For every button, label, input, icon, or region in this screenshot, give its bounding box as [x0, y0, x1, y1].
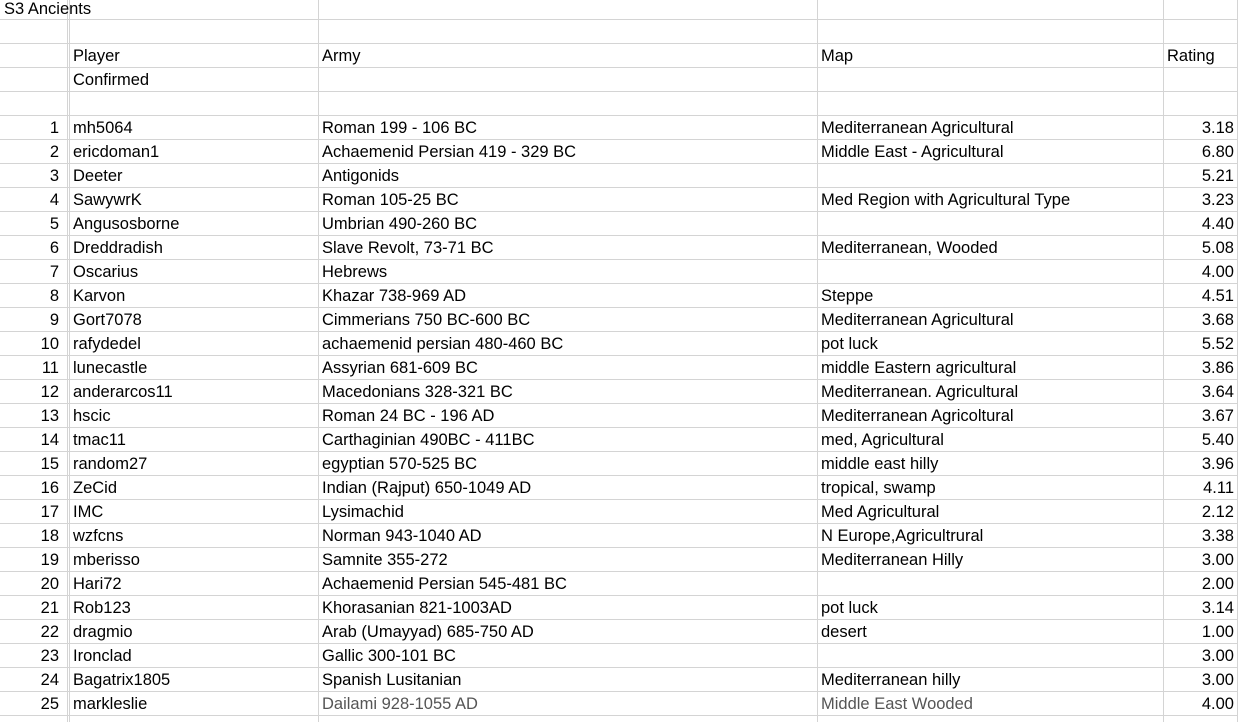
cell-army[interactable]: egyptian 570-525 BC	[322, 455, 478, 473]
header-player[interactable]: Player	[73, 47, 120, 65]
row-number[interactable]: 8	[49, 287, 59, 305]
cell-map[interactable]: Mediterranean Hilly	[821, 551, 964, 569]
cell-player[interactable]: mh5064	[73, 119, 133, 137]
cell-rating[interactable]: 3.68	[1201, 311, 1234, 329]
cell-rating[interactable]: 3.14	[1201, 599, 1234, 617]
cell-army[interactable]: Arab (Umayyad) 685-750 AD	[322, 623, 534, 641]
cell-map[interactable]: tropical, swamp	[821, 479, 936, 497]
row-number[interactable]: 13	[40, 407, 59, 425]
row-number[interactable]: 15	[40, 455, 59, 473]
row-number[interactable]: 25	[40, 695, 59, 713]
row-number[interactable]: 10	[40, 335, 59, 353]
cell-player[interactable]: SawywrK	[73, 191, 142, 209]
cell-map[interactable]: Mediterranean, Wooded	[821, 239, 998, 257]
cell-player[interactable]: ZeCid	[73, 479, 118, 497]
row-number[interactable]: 19	[40, 551, 59, 569]
cell-rating[interactable]: 3.00	[1201, 647, 1234, 665]
cell-player[interactable]: Rob123	[73, 599, 131, 617]
cell-player[interactable]: wzfcns	[73, 527, 124, 545]
table-row	[0, 668, 1238, 692]
cell-map[interactable]: Mediterranean hilly	[821, 671, 961, 689]
cell-rating[interactable]: 3.86	[1201, 359, 1234, 377]
cell-army[interactable]: Khorasanian 821-1003AD	[322, 599, 512, 617]
header-rating[interactable]: Rating	[1167, 47, 1215, 65]
cell-player[interactable]: tmac11	[73, 431, 126, 449]
cell-map[interactable]: desert	[821, 623, 867, 641]
table-row	[0, 452, 1238, 476]
row-number[interactable]: 7	[49, 263, 59, 281]
cell-army[interactable]: Gallic 300-101 BC	[322, 647, 456, 665]
row-number[interactable]: 9	[49, 311, 59, 329]
cell-rating[interactable]: 3.67	[1201, 407, 1234, 425]
cell-rating[interactable]: 3.00	[1201, 671, 1234, 689]
row-number[interactable]: 16	[40, 479, 59, 497]
row-number[interactable]: 23	[40, 647, 59, 665]
table-row	[0, 428, 1238, 452]
row-number[interactable]: 14	[40, 431, 59, 449]
cell-map[interactable]: Med Agricultural	[821, 503, 940, 521]
cell-map[interactable]: Mediterranean Agricultural	[821, 311, 1014, 329]
table-row	[0, 212, 1238, 236]
row-number[interactable]: 22	[40, 623, 59, 641]
cell-rating[interactable]: 5.21	[1201, 167, 1234, 185]
cell-rating[interactable]: 6.80	[1201, 143, 1234, 161]
cell-rating[interactable]: 4.00	[1201, 695, 1234, 713]
cell-army[interactable]: Carthaginian 490BC - 411BC	[322, 431, 535, 449]
cell-player[interactable]: Hari72	[73, 575, 122, 593]
table-row	[0, 308, 1238, 332]
cell-map[interactable]: Middle East Wooded	[821, 695, 973, 713]
row-number[interactable]: 6	[49, 239, 59, 257]
cell-map[interactable]: N Europe,Agricultrural	[821, 527, 984, 545]
cell-player[interactable]: Angusosborne	[73, 215, 180, 233]
table-row	[0, 596, 1238, 620]
cell-map[interactable]: pot luck	[821, 335, 878, 353]
cell-map[interactable]: Steppe	[821, 287, 874, 305]
cell-army[interactable]: Dailami 928-1055 AD	[322, 695, 478, 713]
cell-map[interactable]: Med Region with Agricultural Type	[821, 191, 1071, 209]
cell-army[interactable]: Lysimachid	[322, 503, 404, 521]
cell-player[interactable]: Bagatrix1805	[73, 671, 171, 689]
cell-rating[interactable]: 3.18	[1201, 119, 1234, 137]
cell-army[interactable]: Samnite 355-272	[322, 551, 448, 569]
cell-player[interactable]: mberisso	[73, 551, 140, 569]
cell-rating[interactable]: 5.08	[1201, 239, 1234, 257]
table-row	[0, 332, 1238, 356]
cell-army[interactable]: Hebrews	[322, 263, 388, 281]
row-number[interactable]: 4	[49, 191, 59, 209]
cell-army[interactable]: Slave Revolt, 73-71 BC	[322, 239, 494, 257]
row-number[interactable]: 17	[40, 503, 59, 521]
cell-player[interactable]: lunecastle	[73, 359, 148, 377]
cell-rating[interactable]: 3.96	[1201, 455, 1234, 473]
cell-rating[interactable]: 3.00	[1201, 551, 1234, 569]
cell-army[interactable]: Roman 24 BC - 196 AD	[322, 407, 495, 425]
cell-map[interactable]: Mediterranean Agricoltural	[821, 407, 1014, 425]
cell-rating[interactable]: 1.00	[1201, 623, 1234, 641]
cell-rating[interactable]: 4.40	[1201, 215, 1234, 233]
cell-army[interactable]: Antigonids	[322, 167, 400, 185]
cell-player[interactable]: markleslie	[73, 695, 148, 713]
row-number[interactable]: 11	[41, 359, 59, 377]
cell-rating[interactable]: 3.23	[1201, 191, 1234, 209]
row-number[interactable]: 20	[40, 575, 59, 593]
cell-rating[interactable]: 5.52	[1201, 335, 1234, 353]
table-row	[0, 380, 1238, 404]
cell-player[interactable]: IMC	[73, 503, 104, 521]
table-row	[0, 140, 1238, 164]
cell-army[interactable]: Assyrian 681-609 BC	[322, 359, 478, 377]
cell-player[interactable]: random27	[73, 455, 148, 473]
cell-map[interactable]: Mediterranean Agricultural	[821, 119, 1014, 137]
empty-row	[0, 20, 1238, 44]
cell-army[interactable]: Achaemenid Persian 545-481 BC	[322, 575, 567, 593]
table-row	[0, 116, 1238, 140]
row-number[interactable]: 1	[49, 119, 59, 137]
cell-army[interactable]: Khazar 738-969 AD	[322, 287, 467, 305]
cell-map[interactable]: middle Eastern agricultural	[821, 359, 1017, 377]
table-row	[0, 404, 1238, 428]
header-army[interactable]: Army	[322, 47, 361, 65]
cell-army[interactable]: Spanish Lusitanian	[322, 671, 462, 689]
row-number[interactable]: 12	[40, 383, 59, 401]
header-player-confirmed[interactable]: Confirmed	[73, 71, 150, 89]
cell-rating[interactable]: 4.00	[1201, 263, 1234, 281]
row-number[interactable]: 2	[49, 143, 59, 161]
header-sub-row	[0, 68, 1238, 92]
table-row	[0, 500, 1238, 524]
cell-army[interactable]: Macedonians 328-321 BC	[322, 383, 513, 401]
cell-player[interactable]: Karvon	[73, 287, 126, 305]
cell-map[interactable]: med, Agricultural	[821, 431, 944, 449]
cell-map[interactable]: middle east hilly	[821, 455, 939, 473]
table-row	[0, 236, 1238, 260]
table-row	[0, 284, 1238, 308]
cell-army[interactable]: Cimmerians 750 BC-600 BC	[322, 311, 531, 329]
cell-army[interactable]: achaemenid persian 480-460 BC	[322, 335, 564, 353]
table-row	[0, 548, 1238, 572]
cell-player[interactable]: Deeter	[73, 167, 123, 185]
table-row	[0, 644, 1238, 668]
cell-player[interactable]: Ironclad	[73, 647, 132, 665]
table-row	[0, 572, 1238, 596]
title-row	[0, 0, 1238, 20]
table-row	[0, 476, 1238, 500]
cell-player[interactable]: anderarcos11	[73, 383, 173, 401]
header-map[interactable]: Map	[821, 47, 854, 65]
cell-army[interactable]: Norman 943-1040 AD	[322, 527, 482, 545]
cell-rating[interactable]: 4.51	[1201, 287, 1234, 305]
table-row	[0, 692, 1238, 716]
cell-army[interactable]: Roman 199 - 106 BC	[322, 119, 478, 137]
cell-player[interactable]: Gort7078	[73, 311, 142, 329]
cell-map[interactable]: Mediterranean. Agricultural	[821, 383, 1019, 401]
cell-army[interactable]: Indian (Rajput) 650-1049 AD	[322, 479, 532, 497]
row-number[interactable]: 18	[40, 527, 59, 545]
cell-rating[interactable]: 3.38	[1201, 527, 1234, 545]
header-row	[0, 44, 1238, 68]
cell-army[interactable]: Umbrian 490-260 BC	[322, 215, 477, 233]
cell-player[interactable]: ericdoman1	[73, 143, 160, 161]
cell-player[interactable]: rafydedel	[73, 335, 141, 353]
cell-rating[interactable]: 3.64	[1201, 383, 1234, 401]
table-row	[0, 164, 1238, 188]
cell-player[interactable]: dragmio	[73, 623, 133, 641]
cell-army[interactable]: Achaemenid Persian 419 - 329 BC	[322, 143, 577, 161]
table-row	[0, 260, 1238, 284]
empty-row	[0, 92, 1238, 116]
row-number[interactable]: 21	[40, 599, 59, 617]
table-row	[0, 188, 1238, 212]
row-number[interactable]: 5	[49, 215, 59, 233]
cell-player[interactable]: hscic	[73, 407, 111, 425]
cell-map[interactable]: Middle East - Agricultural	[821, 143, 1004, 161]
table-row	[0, 524, 1238, 548]
sheet-title[interactable]: S3 Ancients	[4, 0, 92, 18]
cell-rating[interactable]: 4.11	[1203, 479, 1234, 497]
cell-army[interactable]: Roman 105-25 BC	[322, 191, 459, 209]
cell-rating[interactable]: 2.12	[1201, 503, 1234, 521]
row-number[interactable]: 3	[49, 167, 59, 185]
cell-rating[interactable]: 5.40	[1201, 431, 1234, 449]
table-row	[0, 620, 1238, 644]
cell-map[interactable]: pot luck	[821, 599, 878, 617]
row-number[interactable]: 24	[40, 671, 59, 689]
cell-rating[interactable]: 2.00	[1201, 575, 1234, 593]
cell-player[interactable]: Dreddradish	[73, 239, 163, 257]
cell-player[interactable]: Oscarius	[73, 263, 139, 281]
table-row	[0, 356, 1238, 380]
